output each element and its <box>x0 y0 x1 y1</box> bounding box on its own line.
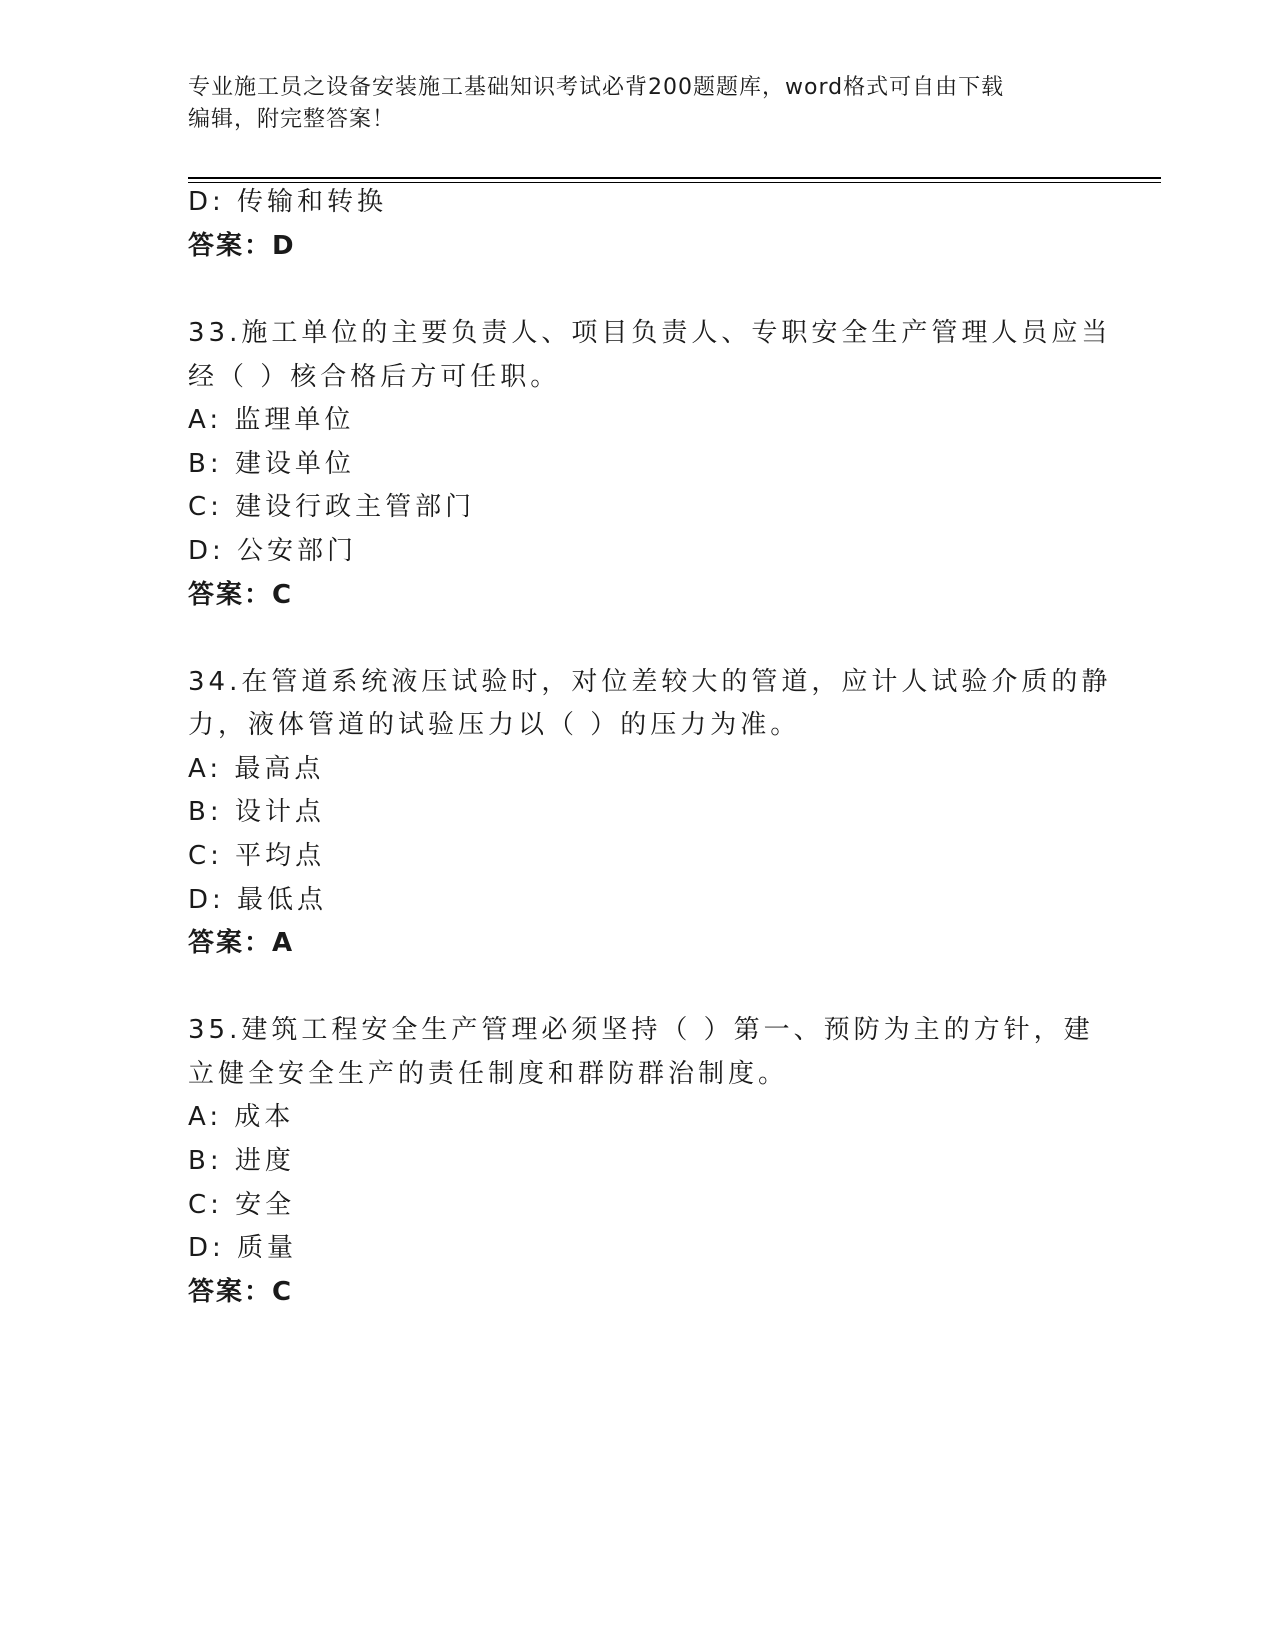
q35-option-d: D: 质量 <box>188 1233 298 1263</box>
q33-answer: 答案：C <box>188 580 294 610</box>
q34-stem-line-2: 力，液体管道的试验压力以（ ）的压力为准。 <box>188 710 801 740</box>
q35-stem-line-1: 35.建筑工程安全生产管理必须坚持（ ）第一、预防为主的方针，建 <box>188 1015 1094 1045</box>
q33-option-d: D: 公安部门 <box>188 536 358 566</box>
q35-option-a: A: 成本 <box>188 1102 295 1132</box>
q34-stem-line-1: 34.在管道系统液压试验时，对位差较大的管道，应计人试验介质的静 <box>188 667 1112 697</box>
header-divider-thin <box>188 182 1161 183</box>
q33-option-b: B: 建设单位 <box>188 449 355 479</box>
q35-answer: 答案：C <box>188 1277 294 1307</box>
q35-stem-line-2: 立健全安全生产的责任制度和群防群治制度。 <box>188 1059 789 1089</box>
header-line-1: 专业施工员之设备安装施工基础知识考试必背200题题库，word格式可自由下载 <box>188 75 1005 100</box>
header-divider-thick <box>188 177 1161 179</box>
q34-option-a: A: 最高点 <box>188 754 325 784</box>
document-header <box>188 72 1088 136</box>
q34-answer: 答案：A <box>188 928 295 958</box>
q34-option-c: C: 平均点 <box>188 841 326 871</box>
prev-option-d: D: 传输和转换 <box>188 187 388 217</box>
prev-answer: 答案：D <box>188 231 296 261</box>
q33-option-c: C: 建设行政主管部门 <box>188 492 476 522</box>
q35-option-b: B: 进度 <box>188 1146 295 1176</box>
q34-option-b: B: 设计点 <box>188 797 325 827</box>
q34-option-d: D: 最低点 <box>188 885 328 915</box>
q33-stem-line-1: 33.施工单位的主要负责人、项目负责人、专职安全生产管理人员应当 <box>188 318 1112 348</box>
q33-stem-line-2: 经（ ）核合格后方可任职。 <box>188 362 561 392</box>
q33-option-a: A: 监理单位 <box>188 405 355 435</box>
q35-option-c: C: 安全 <box>188 1190 296 1220</box>
header-line-2: 编辑，附完整答案！ <box>188 107 396 132</box>
